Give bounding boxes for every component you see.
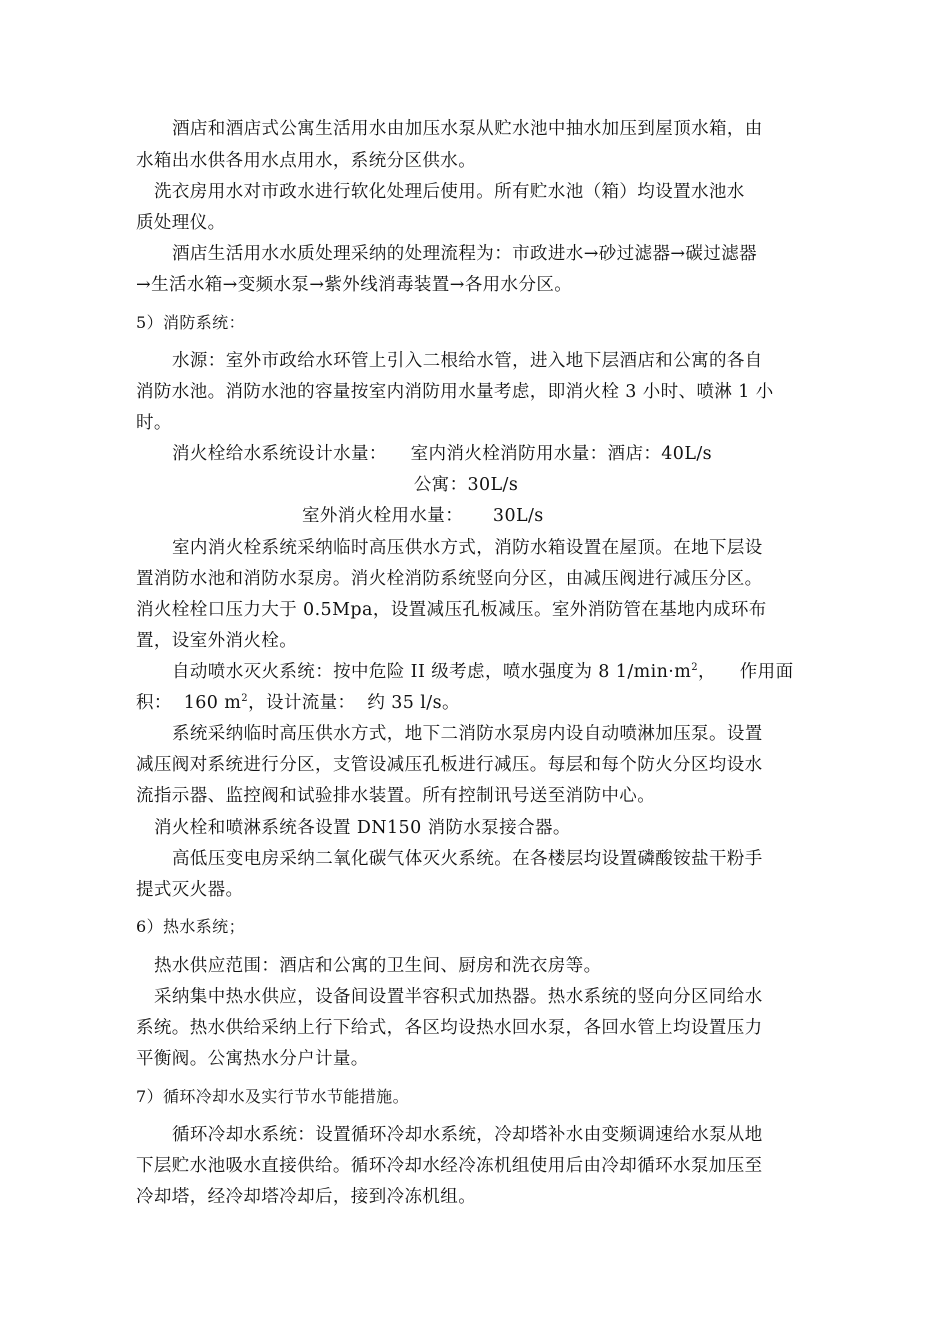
text-span: 自动喷水灭火系统：按中危险 II 级考虑，喷水强度为 8 1/min·m [172,662,692,682]
paragraph-line: 置，设室外消火栓。 [136,631,298,651]
paragraph-line: →生活水箱→变频水泵→紫外线消毒装置→各用水分区。 [136,275,573,295]
paragraph-line [172,661,793,683]
paragraph-line: 平衡阀。公寓热水分户计量。 [136,1049,369,1069]
superscript: 2 [691,662,699,674]
paragraph-line: 洗衣房用水对市政水进行软化处理后使用。所有贮水池（箱）均设置水池水 [154,182,745,202]
paragraph-line: 消火栓栓口压力大于 0.5Mpa，设置减压孔板减压。室外消防管在基地内成环布 [136,600,767,620]
superscript: 2 [241,693,249,705]
paragraph-line: 冷却塔，经冷却塔冷却后，接到冷冻机组。 [136,1187,477,1207]
paragraph-line: 减压阀对系统进行分区，支管设减压孔板进行减压。每层和每个防火分区均设水 [136,755,763,775]
section-heading: 7）循环冷却水及实行节水节能措施。 [136,1087,409,1106]
paragraph-line: 系统采纳临时高压供水方式，地下二消防水泵房内设自动喷淋加压泵。设置 [172,724,763,744]
paragraph-line: 消防水池。消防水池的容量按室内消防用水量考虑，即消火栓 3 小时、喷淋 1 小 [136,382,774,402]
paragraph-line: 室外消火栓用水量： 30L/s [302,506,544,526]
paragraph-line: 消火栓和喷淋系统各设置 DN150 消防水泵接合器。 [154,818,571,838]
paragraph-line: 酒店生活用水水质处理采纳的处理流程为：市政进水→砂过滤器→碳过滤器 [172,244,758,264]
paragraph-line [136,692,460,714]
paragraph-line: 热水供应范围：酒店和公寓的卫生间、厨房和洗衣房等。 [154,956,602,976]
paragraph-line: 采纳集中热水供应，设备间设置半容积式加热器。热水系统的竖向分区同给水 [154,987,763,1007]
text-span: 积： 160 m [136,693,242,713]
paragraph-line: 水箱出水供各用水点用水，系统分区供水。 [136,151,477,171]
paragraph-line: 循环冷却水系统：设置循环冷却水系统，冷却塔补水由变频调速给水泵从地 [172,1125,763,1145]
paragraph-line: 下层贮水池吸水直接供给。循环冷却水经冷冻机组使用后由冷却循环水泵加压至 [136,1156,763,1176]
paragraph-line: 时。 [136,413,172,433]
paragraph-line: 质处理仪。 [136,213,226,233]
paragraph-line: 水源：室外市政给水环管上引入二根给水管，进入地下层酒店和公寓的各自 [172,351,763,371]
paragraph-line: 流指示器、监控阀和试验排水装置。所有控制讯号送至消防中心。 [136,786,656,806]
paragraph-line: 置消防水池和消防水泵房。消火栓消防系统竖向分区，由减压阀进行减压分区。 [136,569,763,589]
paragraph-line: 高低压变电房采纳二氧化碳气体灭火系统。在各楼层均设置磷酸铵盐干粉手 [172,849,763,869]
paragraph-line: 公寓：30L/s [413,475,519,495]
paragraph-line: 系统。热水供给采纳上行下给式，各区均设热水回水泵，各回水管上均设置压力 [136,1018,763,1038]
paragraph-line: 提式灭火器。 [136,880,244,900]
section-heading: 5）消防系统： [136,313,245,332]
text-span: ， 作用面 [698,662,794,682]
section-heading: 6）热水系统； [136,917,245,936]
paragraph-line: 室内消火栓系统采纳临时高压供水方式，消防水箱设置在屋顶。在地下层设 [172,538,763,558]
text-span: ，设计流量： 约 35 l/s。 [248,693,460,713]
paragraph-line: 酒店和酒店式公寓生活用水由加压水泵从贮水池中抽水加压到屋顶水箱，由 [172,119,763,139]
paragraph-line: 消火栓给水系统设计水量： 室内消火栓消防用水量：酒店：40L/s [172,444,713,464]
